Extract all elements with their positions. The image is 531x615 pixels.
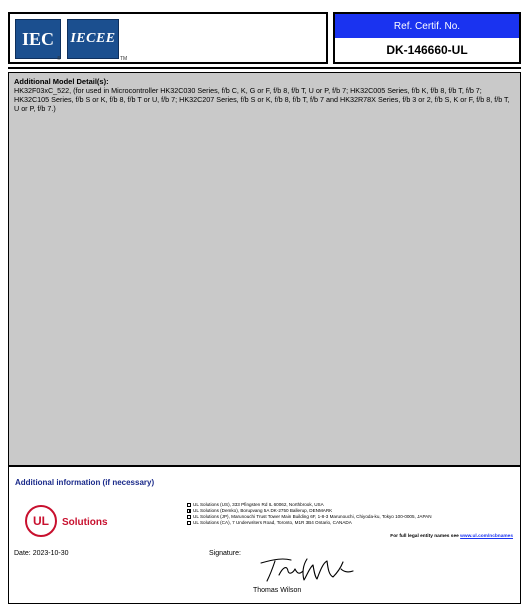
- address-text: UL Solutions (Demko), Borupvang 5A DK-2750 Ballerup, DENMARK: [193, 508, 333, 513]
- checked-checkbox-icon: [187, 509, 191, 513]
- ul-solutions-text: Solutions: [62, 517, 108, 528]
- additional-info-section: [8, 466, 521, 604]
- model-details-section: [8, 72, 521, 466]
- ref-label: Ref. Certif. No.: [335, 14, 519, 38]
- iec-logo: [15, 19, 61, 59]
- date-label: Date:: [14, 550, 31, 557]
- signature-label: Signature:: [209, 550, 241, 557]
- iec-logo-text: IEC: [21, 28, 54, 49]
- ref-number: DK-146660-UL: [386, 43, 468, 57]
- checkbox-icon: [187, 515, 191, 519]
- legal-entity-link[interactable]: www.ul.com/ncbnames: [460, 534, 513, 539]
- model-details-title: Additional Model Detail(s):: [14, 77, 109, 86]
- ul-logo-text: UL: [33, 514, 49, 528]
- additional-info-label: Additional information (if necessary): [15, 478, 155, 487]
- address-text: UL Solutions (JP), Marunouchi Trust Tower Main Building 6F, 1-8-3 Marunouchi, Chiyoda-ku, Tokyo 100-0005, JAPAN: [193, 514, 432, 519]
- handwritten-signature: [257, 553, 357, 585]
- model-details-text: HK32F03xC_522, (for used in Microcontroller HK32C030 Series, f/b C, K, G or F, f/b 8, f/b T, U or P, f/b 7; HK32C005 Series, f/b K, f/b 8, f/b T, f/b 7; HK32C105 Series, f/b S or K, f/b 8, f/b T or U, f/b 7; HK32C207 Series, f/b S or K, f/b 8, f/b T, f/b 7 and HK32R78X Series, f/b 3 or 2, f/b S, K or F, f/b 8, f/b T, U or P, f/b 7.): [14, 86, 510, 113]
- header-divider: [8, 67, 521, 69]
- checkbox-icon: [187, 521, 191, 525]
- date-value: 2023-10-30: [32, 550, 69, 557]
- address-item: [187, 520, 517, 526]
- iecee-logo-text: IECEE: [70, 31, 116, 46]
- ref-certificate-box: [333, 12, 521, 64]
- ul-logo-icon: [25, 505, 57, 537]
- address-text: UL Solutions (CA), 7 Underwriters Road, Toronto, M1R 3B4 Ontario, CANADA: [193, 520, 352, 525]
- legal-entity-note: [390, 534, 513, 539]
- header-logo-box: [8, 12, 328, 64]
- trademark-icon: TM: [120, 56, 128, 62]
- checkbox-icon: [187, 503, 191, 507]
- address-list: [187, 502, 517, 526]
- address-text: UL Solutions (US), 333 Pfingsten Rd IL 60062, Northbrook, USA: [193, 502, 324, 507]
- date-field: [14, 550, 69, 557]
- registered-mark-icon: ®: [57, 56, 61, 62]
- legal-prefix: For full legal entity names see: [390, 534, 459, 539]
- iecee-logo: [67, 19, 119, 59]
- signer-name: Thomas Wilson: [253, 587, 302, 594]
